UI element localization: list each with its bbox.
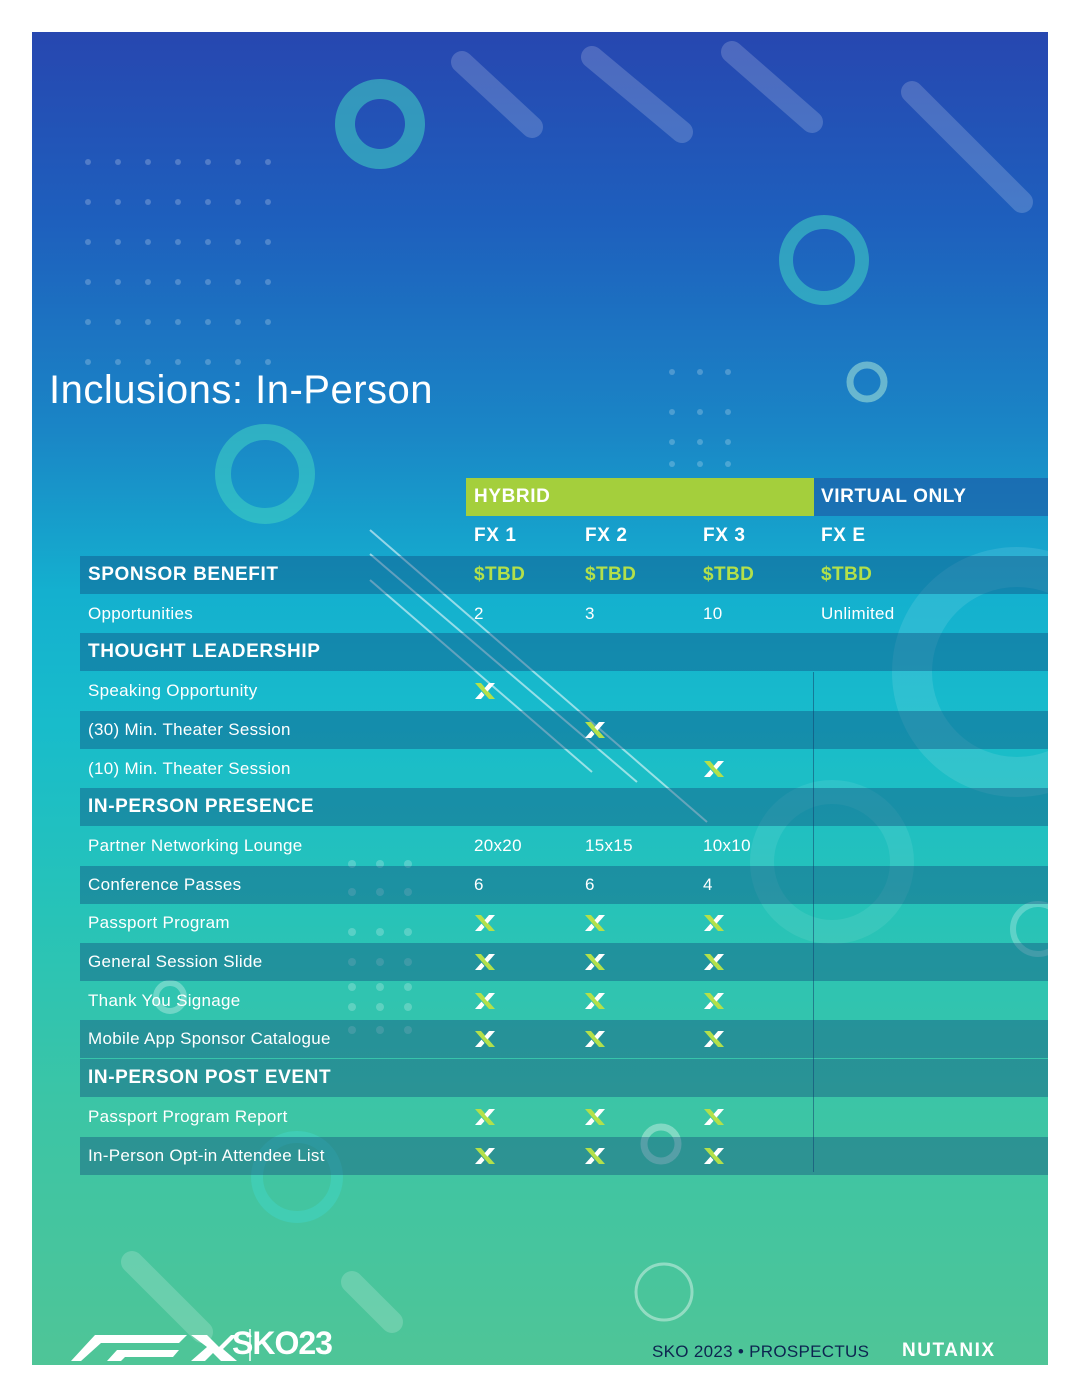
price-fxe: $TBD [821,564,873,585]
event-logo: SKO23 [232,1325,332,1361]
fx-check-icon [474,992,496,1010]
fx-check-icon [474,953,496,971]
row-label: Mobile App Sponsor Catalogue [88,1029,331,1049]
tier-header-fx1: FX 1 [474,525,517,546]
section-header: SPONSOR BENEFIT [88,564,279,585]
row-label: In-Person Opt-in Attendee List [88,1145,325,1165]
row-label: (10) Min. Theater Session [88,758,291,778]
cell-fx3: 10 [703,603,723,623]
fx-check-icon [584,1108,606,1126]
hybrid-header-label: HYBRID [474,486,551,507]
fx-check-icon [474,1108,496,1126]
tier-header-fx2: FX 2 [585,525,628,546]
row-label: Conference Passes [88,874,242,894]
fx-check-icon [703,953,725,971]
fx-check-icon [584,1030,606,1048]
cell-fx3: 4 [703,874,713,894]
row-label: Partner Networking Lounge [88,835,303,855]
fx-check-icon [584,1147,606,1165]
row-label: Speaking Opportunity [88,681,258,701]
fx-check-icon [703,1030,725,1048]
price-fx3: $TBD [703,564,755,585]
page-title: Inclusions: In-Person [49,368,434,412]
row-label: Passport Program Report [88,1106,288,1126]
cell-fx2: 15x15 [585,835,633,855]
fx-check-icon [703,914,725,932]
row-label: (30) Min. Theater Session [88,719,291,739]
cell-fxe: Unlimited [821,603,895,623]
page [32,32,1048,1365]
fx-check-icon [584,914,606,932]
fx-check-icon [474,1030,496,1048]
cell-fx2: 6 [585,874,595,894]
row-label: Thank You Signage [88,990,241,1010]
fx-check-icon [474,682,496,700]
footer-text: SKO 2023 • PROSPECTUS [652,1342,870,1361]
fx-check-icon [703,1108,725,1126]
fx-check-icon [584,992,606,1010]
cell-fx1: 6 [474,874,484,894]
cell-fx3: 10x10 [703,835,751,855]
virtual-header-label: VIRTUAL ONLY [821,486,967,507]
fx-check-icon [584,721,606,739]
fx-check-icon [703,992,725,1010]
fx-check-icon [703,1147,725,1165]
fx-check-icon [474,1147,496,1165]
row-label: Passport Program [88,913,230,933]
fx-check-icon [474,914,496,932]
fx-check-icon [703,760,725,778]
section-header: THOUGHT LEADERSHIP [88,641,321,663]
cell-fx2: 3 [585,603,595,623]
tier-header-fxe: FX E [821,525,866,546]
section-header: IN-PERSON PRESENCE [88,796,315,818]
row-label: General Session Slide [88,952,263,971]
cell-fx1: 20x20 [474,835,522,855]
cell-fx1: 2 [474,603,484,623]
fx-check-icon [584,953,606,971]
row-label: Opportunities [88,603,194,623]
price-fx2: $TBD [585,564,637,585]
company-logo: NUTANIX [902,1340,996,1361]
tier-header-fx3: FX 3 [703,525,746,546]
price-fx1: $TBD [474,564,526,585]
section-header: IN-PERSON POST EVENT [88,1067,332,1089]
